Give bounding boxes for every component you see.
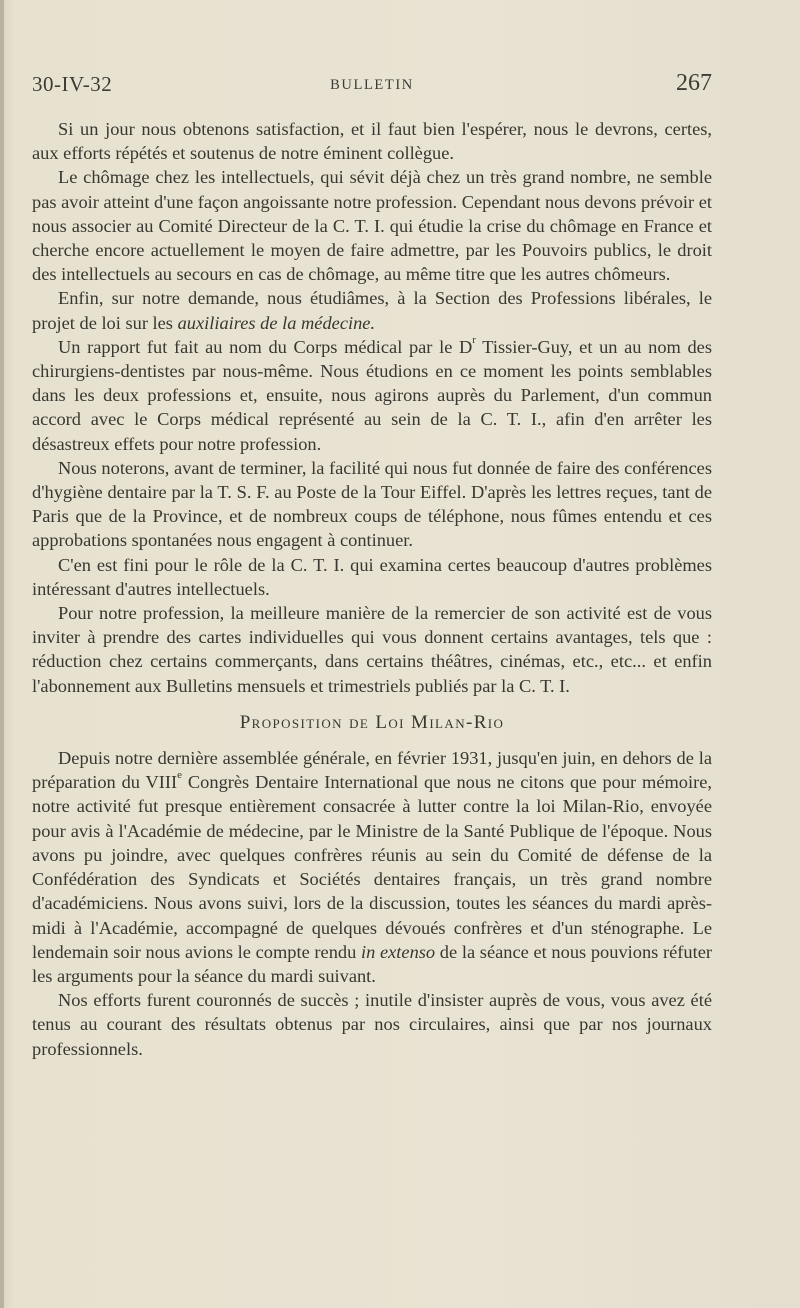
paragraph-text: Un rapport fut fait au nom du Corps médical par le D xyxy=(58,336,473,357)
paragraph: Nous noterons, avant de terminer, la facilité qui nous fut donnée de faire des conférences d'hygiène dentaire par la T. S. F. au Poste de la Tour Eiffel. D'après les lettres reçues, tant de Paris que de la Province, et de nombreux coups de téléphone, nous fûmes entendu et ces approbations spontanées nous engagent à continuer. xyxy=(32,457,712,551)
running-header xyxy=(32,70,712,100)
header-date: 30-IV-32 xyxy=(32,72,113,96)
paragraph xyxy=(32,286,712,334)
paragraph: Pour notre profession, la meilleure manière de la remercier de son activité est de vous inviter à prendre des cartes individuelles qui vous donnent certains avantages, tels que : réduction chez certains commerçants, dans certains théâtres, cinémas, etc., etc... et enfin l'abonnement aux Bulletins mensuels et trimestriels publiés par la C. T. I. xyxy=(32,603,712,696)
section-title: Proposition de Loi Milan-Rio xyxy=(239,711,505,733)
italic-text: auxiliaires de la médecine. xyxy=(177,312,376,333)
italic-text: in extenso xyxy=(360,941,436,962)
paragraph-text: Tissier-Guy, et un au nom des chirurgiens-dentistes par nous-même. Nous étudions en ce moment les points semblables dans les deux professions et, ensuite, nous agirons auprès du Parlement, d'un commun accord avec le Corps médical représenté au sein de la C. T. I., afin d'en arrêter les désastreux effets pour notre profession. xyxy=(32,336,712,454)
paragraph: Le chômage chez les intellectuels, qui sévit déjà chez un très grand nombre, ne semble pas avoir atteint d'une façon angoissante notre profession. Cependant nous devons prévoir et nous associer au Comité Directeur de la C. T. I. qui étudie la crise du chômage en France et cherche encore actuellement le moyen de faire admettre, par les Pouvoirs publics, le droit des intellectuels au secours en cas de chômage, au même titre que les autres chômeurs. xyxy=(32,167,713,285)
paragraph: Nos efforts furent couronnés de succès ; inutile d'insister auprès de vous, vous avez été tenus au courant des résultats obtenus par nos circulaires, ainsi que par nos journaux professionnels. xyxy=(32,990,712,1059)
superscript: r xyxy=(472,333,476,346)
page-number: 267 xyxy=(676,70,712,96)
body-text xyxy=(32,117,712,1061)
paragraph: Si un jour nous obtenons satisfaction, et il faut bien l'espérer, nous le devrons, certes, aux efforts répétés et soutenus de notre éminent collègue. xyxy=(32,119,712,164)
paragraph xyxy=(32,335,712,456)
paragraph-text: Enfin, sur notre demande, nous étudiâmes, à la Section des Professions libérales, le projet de loi sur les xyxy=(32,288,712,333)
page-binding-edge xyxy=(0,0,4,1308)
paragraph-text: Congrès Dentaire International que nous ne citons que pour mémoire, notre activité fut presque entièrement consacrée à lutter contre la loi Milan-Rio, envoyée pour avis à l'Académie de médecine, par le Ministre de la Santé Publique de l'époque. Nous avons pu joindre, avec quelques confrères réunis au sein du Comité de défense de la Confédération des Syndicats et Sociétés dentaires français, un très grand nombre d'académiciens. Nous avons suivi, lors de la discussion, toutes les séances du mardi après-midi à l'Académie, accompagné de quelques dévoués confrères et d'un sténographe. Le lendemain soir nous avions le compte rendu xyxy=(32,772,712,962)
paragraph-text: Depuis notre dernière assemblée générale, en février 1931, jusqu'en juin, en dehors de la préparation du VIII xyxy=(32,748,712,793)
paragraph xyxy=(32,746,712,988)
header-title: BULLETIN xyxy=(330,77,414,93)
paragraph: C'en est fini pour le rôle de la C. T. I. qui examina certes beaucoup d'autres problèmes intéressant d'autres intellectuels. xyxy=(32,554,712,599)
paragraph-text: de la séance et nous pouvions réfuter les arguments pour la séance du mardi suivant. xyxy=(32,941,712,986)
superscript: e xyxy=(177,769,183,782)
